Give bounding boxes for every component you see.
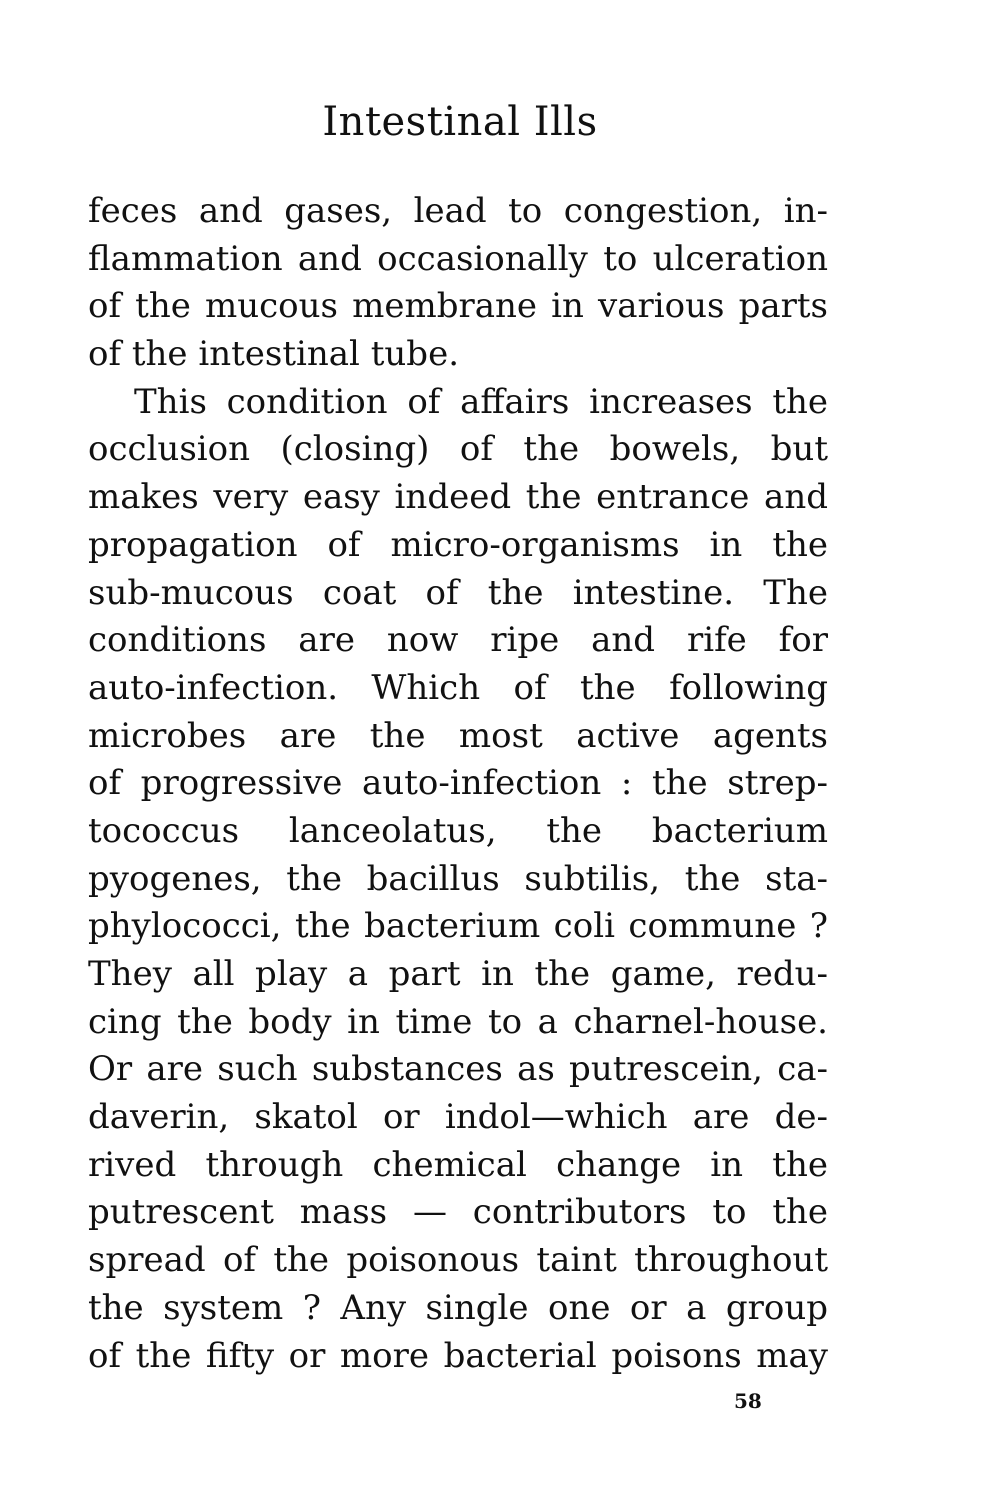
text-line: tococcus lanceolatus, the bacterium [88,810,828,851]
text-line: This condition of affairs increases the [134,381,828,422]
text-line: microbes are the most active agents [88,715,828,756]
page-number: 58 [734,1389,762,1413]
text-line: makes very easy indeed the entrance and [88,477,828,518]
running-head: Intestinal Ills [322,99,598,145]
text-line: of the fifty or more bacterial poisons may [88,1335,828,1376]
text-line: of progressive auto-infection : the strep- [88,763,828,804]
text-line: auto-infection. Which of the following [88,667,828,708]
text-line: propagation of micro-organisms in the [88,524,828,565]
text-line: spread of the poisonous taint throughout [88,1240,828,1281]
text-line: Or are such substances as putrescein, ca- [88,1049,828,1090]
body-text [88,188,828,1380]
text-line: feces and gases, lead to congestion, in- [88,191,828,231]
text-line: cing the body in time to a charnel-house. [88,1001,828,1042]
text-line: phylococci, the bacterium coli commune ? [88,906,828,947]
text-line: pyogenes, the bacillus subtilis, the sta- [88,858,828,899]
text-line: putrescent mass — contributors to the [88,1192,828,1233]
text-line: rived through chemical change in the [88,1144,828,1185]
text-line: conditions are now ripe and rife for [88,620,828,661]
text-line: daverin, skatol or indol—which are de- [88,1097,828,1138]
text-line: of the mucous membrane in various parts [88,286,828,327]
text-line: They all play a part in the game, redu- [88,954,828,994]
text-line: sub-mucous coat of the intestine. The [88,572,828,613]
text-line: of the intestinal tube. [88,334,459,375]
text-line: flammation and occasionally to ulceration [88,238,828,279]
text-line: the system ? Any single one or a group [88,1287,828,1328]
text-line: occlusion (closing) of the bowels, but [88,429,828,470]
